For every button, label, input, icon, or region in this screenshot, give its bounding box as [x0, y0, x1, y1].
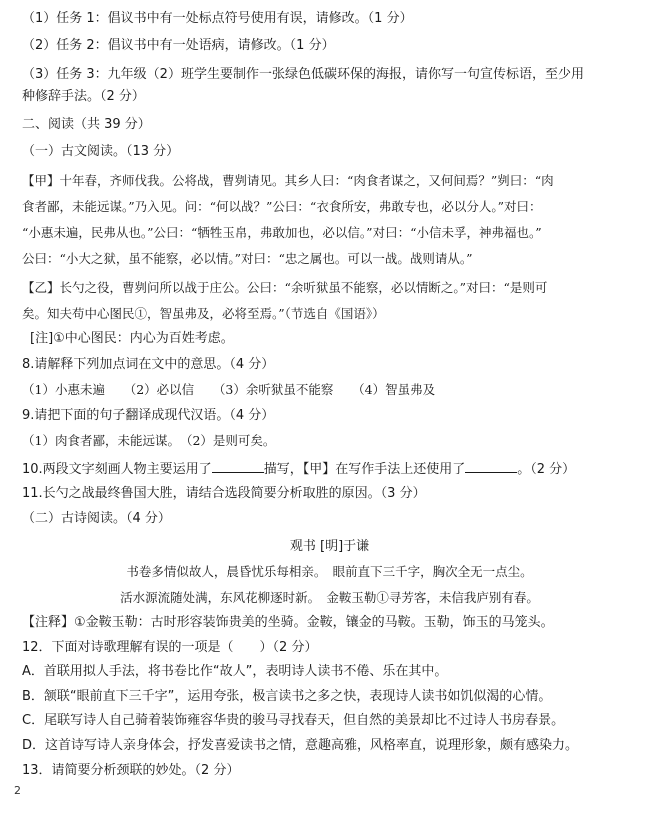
question-13: 13．请简要分析颈联的妙处。（2 分）: [22, 763, 240, 778]
answer-blank[interactable]: [212, 460, 264, 473]
answer-blank[interactable]: [465, 460, 517, 473]
poem-line: 书卷多情似故人，晨昏忧乐每相亲。 眼前直下三千字，胸次全无一点尘。: [126, 564, 533, 579]
question-12: 12．下面对诗歌理解有误的一项是（ ）（2 分）: [22, 640, 318, 655]
task-1: （1）任务 1：倡议书中有一处标点符号使用有误，请修改。（1 分）: [22, 11, 413, 26]
annotation-note: [注]①中心图民：内心为百姓考虑。: [30, 331, 234, 346]
question-8-items: （1）小惠未遍 （2）必以信 （3）余听狱虽不能察 （4）智虽弗及: [22, 382, 436, 397]
poem-line: 活水源流随处满，东风花柳逐时新。 金鞍玉勒①寻芳客，未信我庐别有春。: [120, 590, 539, 605]
question-10-part-1: 10.两段文字刻画人物主要运用了: [22, 462, 212, 477]
page-number: 2: [14, 784, 21, 797]
passage-jia-line: “小惠未遍，民弗从也。”公曰：“牺牲玉帛，弗敢加也，必以信。”对曰：“小信未孚，神弗福也。”: [22, 225, 542, 240]
passage-jia-line: 食者鄙，未能远谋。”乃入见。问：“何以战？”公曰：“衣食所安，弗敢专也，必以分人。”对曰：: [22, 199, 542, 214]
passage-yi-line: 【乙】长勺之役，曹刿问所以战于庄公。公曰：“余听狱虽不能察，必以情断之。”对曰：“是则可: [22, 280, 548, 295]
task-3-line-2: 种修辞手法。（2 分）: [22, 89, 145, 104]
question-8: 8.请解释下列加点词在文中的意思。（4 分）: [22, 357, 275, 372]
question-9: 9.请把下面的句子翻译成现代汉语。（4 分）: [22, 408, 275, 423]
question-10-part-3: 。（2 分）: [517, 462, 576, 477]
section-reading-heading: 二、阅读（共 39 分）: [22, 117, 151, 132]
passage-jia-line: 公曰：“小大之狱，虽不能察，必以情。”对曰：“忠之属也。可以一战。战则请从。”: [22, 251, 473, 266]
task-2: （2）任务 2：倡议书中有一处语病，请修改。（1 分）: [22, 38, 335, 53]
question-12-option-d: D．这首诗写诗人亲身体会，抒发喜爱读书之情，意趣高雅，风格率直，说理形象，颇有感染力。: [22, 738, 579, 753]
question-12-option-a: A．首联用拟人手法，将书卷比作“故人”，表明诗人读书不倦、乐在其中。: [22, 664, 448, 679]
question-10: [22, 460, 645, 479]
question-9-items: （1）肉食者鄙，未能远谋。 （2）是则可矣。: [22, 433, 276, 448]
passage-jia-line: 【甲】十年春，齐师伐我。公将战，曹刿请见。其乡人曰：“肉食者谋之，又何间焉？”刿曰：“肉: [22, 173, 554, 188]
question-11: 11.长勺之战最终鲁国大胜，请结合选段简要分析取胜的原因。（3 分）: [22, 486, 426, 501]
question-10-part-2: 描写，【甲】在写作手法上还使用了: [263, 462, 466, 477]
task-3-line-1: （3）任务 3：九年级（2）班学生要制作一张绿色低碳环保的海报，请你写一句宣传标语，至少用: [22, 67, 584, 82]
passage-yi-line: 矣。知夫苟中心图民①，智虽弗及，必将至焉。”（节选自《国语》）: [22, 306, 385, 321]
subsection-poetry: （二）古诗阅读。（4 分）: [22, 511, 171, 526]
question-12-option-c: C．尾联写诗人自己骑着装饰雍容华贵的骏马寻找春天，但自然的美景却比不过诗人书房春景。: [22, 713, 565, 728]
question-12-option-b: B．颔联“眼前直下三千字”，运用夸张，极言读书之多之快，表现诗人读书如饥似渴的心情。: [22, 689, 552, 704]
poem-title: 观书 [明]于谦: [289, 539, 370, 554]
subsection-classical-prose: （一）古文阅读。（13 分）: [22, 144, 180, 159]
poem-annotation: 【注释】①金鞍玉勒：古时形容装饰贵美的坐骑。金鞍，镶金的马鞍。玉勒，饰玉的马笼头。: [22, 615, 554, 630]
